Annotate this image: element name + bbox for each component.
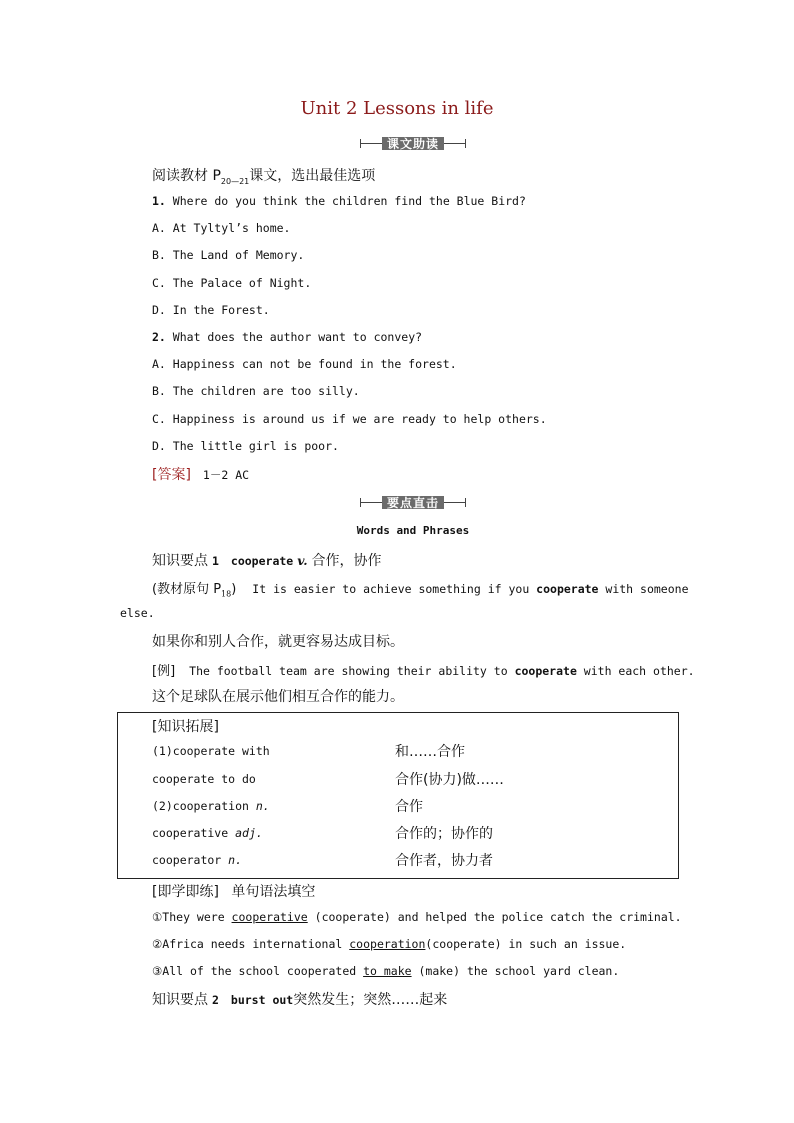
question-text: What does the author want to convey? (172, 330, 423, 344)
practice-text: ①They were (152, 910, 232, 924)
example-text-end: with each other. (576, 664, 695, 678)
expansion-word: cooperator (152, 853, 229, 867)
sentence-text: It is easier to achieve something if you (252, 582, 537, 596)
example-translation: 这个足球队在展示他们相互合作的能力。 (152, 689, 404, 705)
expansion-row-left: cooperate to do (152, 772, 256, 786)
banner-right-rule (444, 143, 466, 144)
example-keyword: cooperate (514, 664, 577, 678)
point-number: 2 (211, 993, 219, 1007)
expansion-row-left (152, 799, 270, 813)
expansion-row-right: 和……合作 (395, 744, 465, 760)
practice-item-3 (152, 964, 619, 978)
practice-answer: to make (363, 964, 412, 978)
page-range: 20—21 (220, 176, 250, 186)
banner-label: 要点直击 (382, 496, 444, 509)
knowledge-point-2 (152, 989, 447, 1009)
source-close: ) (231, 582, 237, 597)
q1-option-c: C. The Palace of Night. (152, 276, 312, 290)
answer-text: 1－2 AC (202, 468, 250, 482)
example-sentence (152, 660, 695, 679)
instruction-text: 阅读教材 P (152, 168, 221, 184)
practice-item-1 (152, 910, 682, 924)
point-label: 知识要点 (152, 992, 208, 1008)
practice-text-end: (cooperate) in such an issue. (425, 937, 627, 951)
expansion-row-right: 合作者，协力者 (395, 853, 493, 869)
expansion-title: [知识拓展] (152, 719, 219, 735)
expansion-pos: n. (255, 799, 270, 813)
source-page: 18 (221, 589, 232, 599)
practice-item-2 (152, 937, 626, 951)
textbook-source-sentence (152, 578, 689, 599)
example-text: The football team are showing their ability to (189, 664, 515, 678)
question-1 (152, 194, 526, 208)
practice-text-end: (cooperate) and helped the police catch the criminal. (307, 910, 682, 924)
q2-option-d: D. The little girl is poor. (152, 439, 339, 453)
question-number: 1. (152, 194, 166, 208)
practice-text-end: (make) the school yard clean. (411, 964, 620, 978)
q1-option-a: A. At Tyltyl’s home. (152, 221, 291, 235)
knowledge-point-1 (152, 550, 382, 570)
q1-option-d: D. In the Forest. (152, 303, 270, 317)
banner-right-rule (444, 502, 466, 503)
point-phrase: burst out (230, 993, 294, 1007)
practice-answer: cooperative (231, 910, 308, 924)
point-meaning: 突然发生；突然……起来 (293, 992, 448, 1008)
practice-title: [即学即练] (152, 884, 219, 900)
answer-label: [答案] (152, 467, 191, 483)
point-number: 1 (211, 554, 219, 568)
question-number: 2. (152, 330, 166, 344)
sentence-continuation: else. (120, 606, 155, 620)
practice-answer: cooperation (349, 937, 426, 951)
expansion-pos: adj. (235, 826, 263, 840)
expansion-row-right: 合作(协力)做…… (395, 772, 504, 788)
expansion-row-right: 合作的；协作的 (395, 826, 493, 842)
banner-label: 课文助读 (382, 137, 444, 150)
point-label: 知识要点 (152, 553, 208, 569)
expansion-row-left: (1)cooperate with (152, 744, 270, 758)
expansion-word: (2)cooperation (152, 799, 256, 813)
sentence-keyword: cooperate (536, 582, 599, 596)
section-heading: Words and Phrases (356, 524, 470, 537)
answer-line (152, 464, 249, 484)
q2-option-b: B. The children are too silly. (152, 384, 360, 398)
practice-text: ②Africa needs international (152, 937, 350, 951)
expansion-pos: n. (228, 853, 243, 867)
reading-instruction (152, 165, 375, 186)
banner-left-rule (360, 143, 382, 144)
q2-option-c: C. Happiness is around us if we are ready to help others. (152, 412, 547, 426)
instruction-text-end: 课文，选出最佳选项 (249, 168, 376, 184)
page-title: Unit 2 Lessons in life (300, 98, 494, 119)
question-2 (152, 330, 422, 344)
section-banner-keypoints (360, 492, 466, 512)
section-banner-reading (360, 133, 466, 153)
source-label: (教材原句 P (152, 582, 222, 597)
expansion-row-left (152, 853, 242, 867)
practice-subtitle: 单句语法填空 (231, 884, 316, 900)
point-meaning: 合作，协作 (311, 553, 382, 569)
expansion-row-left (152, 826, 263, 840)
sentence-translation: 如果你和别人合作，就更容易达成目标。 (152, 634, 404, 650)
q1-option-b: B. The Land of Memory. (152, 248, 305, 262)
sentence-text-end: with someone (598, 582, 689, 596)
practice-heading (152, 881, 315, 901)
example-label: [例] (152, 664, 176, 679)
point-word: cooperate (230, 554, 294, 568)
q2-option-a: A. Happiness can not be found in the forest. (152, 357, 457, 371)
expansion-row-right: 合作 (395, 799, 423, 815)
question-text: Where do you think the children find the Blue Bird? (172, 194, 526, 208)
expansion-word: cooperative (152, 826, 236, 840)
practice-text: ③All of the school cooperated (152, 964, 364, 978)
banner-left-rule (360, 502, 382, 503)
part-of-speech: v. (297, 553, 308, 568)
